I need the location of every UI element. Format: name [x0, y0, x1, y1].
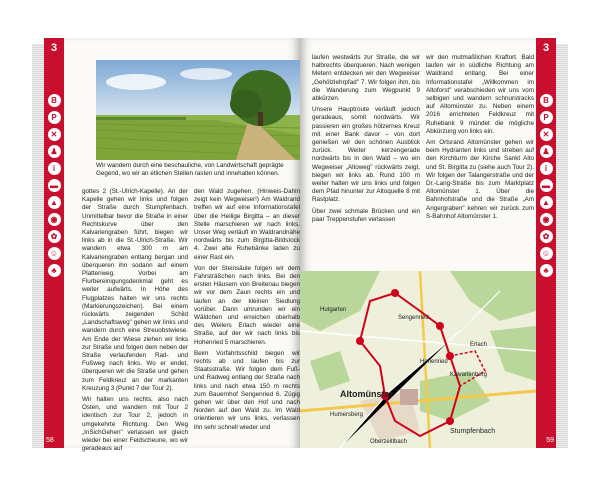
page-number-left: 58: [46, 437, 54, 444]
paragraph: wir den mutmaßlichen Kraftort. Bald laufen wir in südliche Richtung am Waldrand entlang. Bei einer Informationstafel „Willkommen im Altoforst" verabschieden wir uns vom selbigen und wandern schnurstracks auf Altomünster zu. Neben einem 2016 errichteten Feldkreuz mit Ruhebank 9 mündet die mögliche Abkürzung von links ein.: [426, 54, 534, 135]
view-icon: ◉: [540, 213, 553, 226]
restaurant-icon: ✕: [540, 128, 553, 141]
parking-icon: P: [48, 111, 61, 124]
icon-strip: [538, 94, 554, 281]
map-label-sengenried: Sengenried: [398, 315, 429, 321]
bench-icon: ▬: [48, 179, 61, 192]
leaf-icon: ♣: [540, 264, 553, 277]
paragraph: Unsere Hauptroute verläuft jedoch geradeaus, somit nordwärts. Wir passieren ein großes hölzernes Kreuz mit einer Bank davor – von dort genießen wir den schönen Ausblick zurück. Weiter kerzengerade nordwärts bis in den Wald – wo ein Wegweiser „Altoweg" rückwärts zeigt, biegen wir links ab. Rund 100 m weiter halten wir uns links und folgen dem Pfad hinunter zur Altoquelle 8 mit Rastplatz.: [312, 106, 420, 204]
chapel-icon: ▲: [48, 196, 61, 209]
map-label-hohenried: Hohenried: [420, 359, 448, 365]
flower-icon: ✿: [48, 230, 61, 243]
left-column-2: [194, 188, 300, 435]
page-number-right: 59: [546, 437, 554, 444]
map-label-town: Altomünster: [340, 389, 394, 399]
map-label-hutgarten: Hutgarten: [320, 307, 347, 313]
paragraph: Von der Steinsäule folgen wir dem Fahrsträßchen nach links. Bei den ersten Häusern von Breitenau biegen wir vor dem Zaun rechts ein und laufen an der kleinen Siedlung vorüber. Dann umrunden wir ein Wäldchen und erreichen oberhalb des Weilers Erlach wieder eine Straße, auf der wir nach links bis Hohenried 5 marschieren.: [194, 264, 300, 346]
route-map: [300, 271, 536, 448]
bus-icon: B: [540, 94, 553, 107]
paragraph: Beim Vorfahrtsschild biegen wir rechts ab und laufen bis zur Staatsstraße. Wir folgen dem Fuß- und Radweg entlang der Straße nach links und nach etwa 150 m rechts zum Bauernhof Sengenried 6. Zügig gehen wir über den Hof und nach Norden auf den Wald zu. Im Wald orientieren wir uns links, verlassen ihn sehr schnell wieder und: [194, 349, 300, 431]
right-column-2: [426, 54, 534, 224]
map-label-humersberg: Humersberg: [330, 412, 364, 418]
bench-icon: ▬: [540, 179, 553, 192]
paragraph: gottes 2 (St.-Ulrich-Kapelle). An der Kapelle gehen wir links und folgen der Straße durch Stumpfenbach. Unmittelbar bevor die Straße in einer Rechtskurve über den Kalvariengraben führt, biegen wir links ab in die St.-Ulrich-Straße. Wir wandern etwa 300 m am Kalvariengraben entlang bergan und überqueren ihn sodann auf einem Plattenweg. Vorbei am Flurbereinigungsdenkmal geht es weiter aufwärts. In Höhe des Flugplatzes halten wir uns rechts (Markierungszeichen). Bei einem rückwärts zeigenden Schild „Landschaftsweg" gehen wir links und wandern durch eine Streuobstwiese. Am Ende der Wiese ziehen wir links zur Straße und folgen dem neben der Straße verlaufenden Rad- und Fußweg nach links. Wo er endet, überqueren wir die Straße und gehen zum Feldkreuz an der markanten Kreuzung 3 (Punkt 7 der Tour 2).: [82, 188, 188, 392]
info-icon: i: [48, 162, 61, 175]
parking-icon: P: [540, 111, 553, 124]
child-icon: ☺: [48, 247, 61, 260]
hiker-icon: ♟: [540, 145, 553, 158]
map-label-stumpfenbach: Stumpfenbach: [450, 428, 496, 435]
chapter-number: 3: [50, 42, 58, 54]
landscape-photo: [96, 60, 300, 160]
restaurant-icon: ✕: [48, 128, 61, 141]
chapel-icon: ▲: [540, 196, 553, 209]
chapter-bar-left: [44, 38, 64, 448]
book-spread: [30, 38, 570, 456]
left-column-1: [82, 188, 188, 457]
icon-strip: [46, 94, 62, 281]
paragraph: den Wald zugehen. (Hinweis-Dahin zeigt kein Wegweiser!) Am Waldrand treffen wir auf eine Informationstafel über die Heilige Birgitta – an dieser Stelle marschieren wir nach links. Unser Weg verläuft im Waldrandnähe nordwärts bis zum Birgitta-Bildstock 4. Zwei alte Ruhebänke laden zu einer Rast ein.: [194, 188, 300, 261]
chapter-bar-right: [536, 38, 556, 448]
bus-icon: B: [48, 94, 61, 107]
left-page: [44, 38, 300, 453]
paragraph: Am Ortsrand Altomünster gehen wir beim Hydranten links und streben auf den Kirchturm der Kirche Sankt Alto und St. Birgitta zu (siehe auch Tour 2). Wir folgen der Talangerstraße und der Dr.-Lang-Straße bis zum Marktplatz Altomünster 1. Über die Bahnhofstraße und die Straße „Am Angergraben" kehren wir zurück zum S-Bahnhof Altomünster 1.: [426, 139, 534, 220]
photo-caption: Wir wandern durch eine beschauliche, von Landwirtschaft geprägte Gegend, wo wir an etlichen Stellen rasten und innehalten können.: [96, 162, 284, 177]
map-label-oberzeitlbach: Oberzeitlbach: [370, 439, 408, 445]
leaf-icon: ♣: [48, 264, 61, 277]
paragraph: Wir halten uns rechts, also nach Osten, und wandern mit Tour 2 identisch zur Tour 2, jedoch in umgekehrte Richtung. Den Weg „InSichGehen" verlassen wir gleich wieder bei einer Feldscheune, wo wir geradeaus auf: [82, 396, 188, 453]
child-icon: ☺: [540, 247, 553, 260]
chapter-number: 3: [542, 42, 550, 54]
map-label-kalvarienberg: Kalvarienberg: [450, 372, 488, 378]
hiker-icon: ♟: [48, 145, 61, 158]
info-icon: i: [540, 162, 553, 175]
flower-icon: ✿: [540, 230, 553, 243]
paragraph: Über zwei schmale Brücken und ein paar Treppenstufen verlassen: [312, 207, 420, 223]
view-icon: ◉: [48, 213, 61, 226]
paragraph: laufen westwärts zur Straße, die wir halbrechts überqueren. Nach wenigen Metern entdecken wir den Wegweiser „Gehölzlehrpfad" 7. Wir folgen ihm, bis die Wanderung zum Wegpunkt 9 abkürzen.: [312, 54, 420, 103]
map-label-erlach: Erlach: [470, 342, 488, 348]
right-column-1: [312, 54, 420, 227]
page-edge-right: [554, 44, 568, 448]
